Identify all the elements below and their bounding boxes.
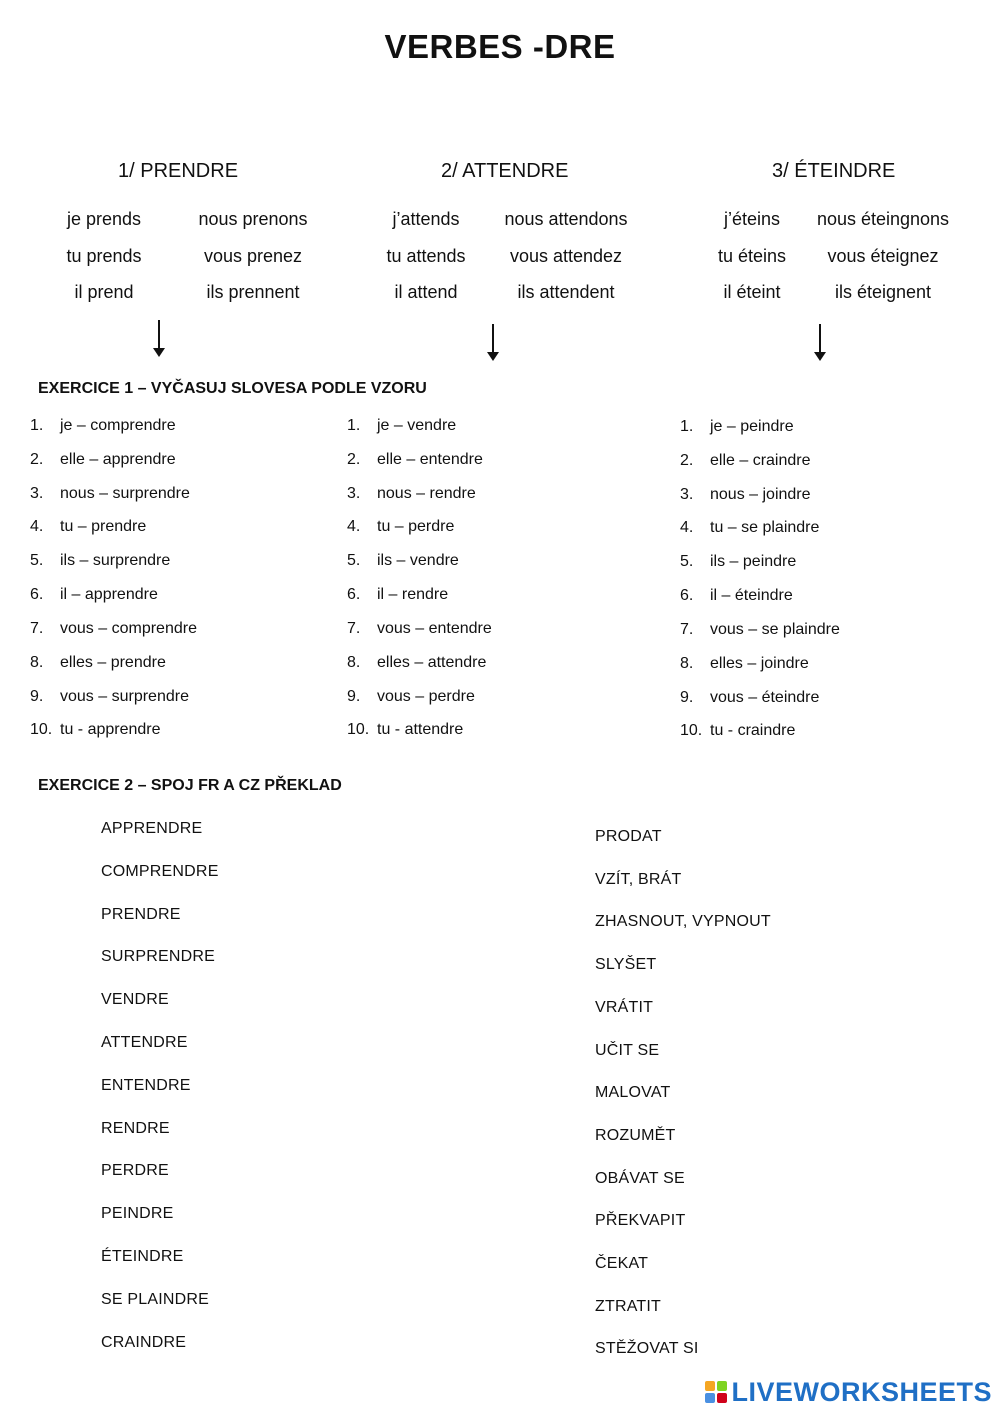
exercise1-item bbox=[30, 620, 197, 638]
logo-square bbox=[705, 1393, 715, 1403]
item-number: 10. bbox=[30, 721, 53, 738]
logo-square bbox=[717, 1393, 727, 1403]
item-number: 1. bbox=[347, 417, 361, 434]
item-number: 5. bbox=[680, 553, 694, 570]
item-text: elles – prendre bbox=[60, 654, 166, 671]
item-text: vous – entendre bbox=[377, 620, 492, 637]
item-text: ils – surprendre bbox=[60, 552, 171, 569]
item-text: elles – attendre bbox=[377, 654, 487, 671]
exercise1-item bbox=[347, 620, 492, 638]
conj-form: ils éteignent bbox=[834, 282, 932, 302]
exercise1-item bbox=[680, 519, 819, 537]
conj-form: vous prenez bbox=[203, 246, 303, 266]
item-number: 4. bbox=[30, 518, 44, 535]
czech-word: ČEKAT bbox=[595, 1255, 649, 1272]
french-word: PEINDRE bbox=[101, 1205, 174, 1223]
exercise1-item bbox=[680, 689, 819, 707]
item-number: 4. bbox=[347, 518, 361, 535]
czech-word: VZÍT, BRÁT bbox=[595, 870, 682, 888]
item-number: 4. bbox=[680, 519, 694, 536]
item-text: il – rendre bbox=[377, 586, 449, 603]
french-word: APPRENDRE bbox=[101, 820, 203, 837]
exercise1-item bbox=[347, 518, 454, 536]
item-number: 5. bbox=[30, 552, 44, 569]
czech-word: MALOVAT bbox=[595, 1084, 671, 1102]
conj-form: nous prenons bbox=[198, 209, 308, 229]
item-text: vous – se plaindre bbox=[710, 621, 840, 638]
logo-text: LIVEWORKSHEETS bbox=[731, 1376, 992, 1407]
exercise1-item bbox=[680, 452, 811, 470]
exercise1-item bbox=[30, 654, 166, 672]
item-text: elle – entendre bbox=[377, 451, 483, 468]
czech-word: PRODAT bbox=[595, 828, 662, 845]
czech-word: UČIT SE bbox=[595, 1041, 660, 1059]
exercise1-item bbox=[347, 586, 448, 604]
item-text: il – apprendre bbox=[60, 586, 158, 603]
exercise1-title: EXERCICE 1 – VYČASUJ SLOVESA PODLE VZORU bbox=[38, 380, 427, 397]
item-number: 8. bbox=[680, 655, 694, 672]
item-text: elle – apprendre bbox=[60, 451, 176, 468]
exercise1-item bbox=[30, 417, 176, 435]
french-word: RENDRE bbox=[101, 1119, 170, 1137]
item-text: tu – prendre bbox=[60, 518, 147, 535]
item-number: 2. bbox=[680, 452, 694, 469]
exercise1-item bbox=[347, 688, 475, 706]
item-text: vous – comprendre bbox=[60, 620, 197, 637]
item-number: 10. bbox=[347, 721, 370, 738]
item-text: ils – peindre bbox=[710, 553, 797, 570]
czech-word: ROZUMĚT bbox=[595, 1126, 676, 1144]
exercise1-item bbox=[30, 518, 146, 536]
exercise1-item bbox=[680, 655, 809, 673]
exercise1-item bbox=[30, 688, 189, 706]
czech-word: SLYŠET bbox=[595, 956, 657, 974]
item-number: 6. bbox=[30, 586, 44, 603]
page-title: VERBES -DRE bbox=[384, 28, 616, 65]
logo-square bbox=[705, 1381, 715, 1391]
logo-square bbox=[717, 1381, 727, 1391]
arrow-down-icon bbox=[153, 320, 165, 358]
item-text: tu – perdre bbox=[377, 518, 455, 535]
item-text: je – vendre bbox=[377, 417, 457, 434]
french-word: COMPRENDRE bbox=[101, 862, 219, 880]
french-word: PRENDRE bbox=[101, 905, 181, 923]
item-text: nous – rendre bbox=[377, 485, 476, 502]
exercise1-item bbox=[347, 451, 483, 469]
arrow-down-icon bbox=[814, 324, 826, 362]
item-text: tu - craindre bbox=[710, 722, 796, 739]
item-text: je – comprendre bbox=[60, 417, 176, 434]
item-number: 9. bbox=[30, 688, 44, 705]
exercise1-item bbox=[347, 417, 456, 435]
exercise1-item bbox=[680, 486, 811, 504]
item-text: je – peindre bbox=[710, 418, 794, 435]
exercise2-title: EXERCICE 2 – SPOJ FR A CZ PŘEKLAD bbox=[38, 777, 342, 794]
item-text: il – éteindre bbox=[710, 587, 793, 604]
conj-form: il prend bbox=[74, 282, 134, 302]
item-number: 8. bbox=[30, 654, 44, 671]
conj-form: j’éteins bbox=[723, 209, 781, 229]
item-number: 1. bbox=[30, 417, 44, 434]
czech-word: ZHASNOUT, VYPNOUT bbox=[595, 913, 771, 931]
exercise1-item bbox=[680, 418, 794, 436]
item-number: 3. bbox=[347, 485, 361, 502]
conj-form: tu prends bbox=[66, 246, 142, 266]
french-word: SE PLAINDRE bbox=[101, 1290, 210, 1308]
item-number: 2. bbox=[30, 451, 44, 468]
exercise1-item bbox=[30, 721, 161, 739]
item-number: 7. bbox=[680, 621, 694, 638]
verb-heading-attendre: 2/ ATTENDRE bbox=[441, 160, 569, 182]
arrow-down-icon bbox=[487, 324, 499, 362]
conj-form: tu attends bbox=[386, 246, 466, 266]
item-text: nous – surprendre bbox=[60, 485, 190, 502]
item-number: 3. bbox=[30, 485, 44, 502]
czech-word: STĚŽOVAT SI bbox=[595, 1340, 699, 1358]
item-text: tu – se plaindre bbox=[710, 519, 820, 536]
item-number: 7. bbox=[347, 620, 361, 637]
item-number: 2. bbox=[347, 451, 361, 468]
item-number: 9. bbox=[347, 688, 361, 705]
french-word: CRAINDRE bbox=[101, 1333, 187, 1351]
item-number: 10. bbox=[680, 722, 703, 739]
conj-form: j’attends bbox=[392, 209, 460, 229]
item-text: elle – craindre bbox=[710, 452, 811, 469]
item-number: 1. bbox=[680, 418, 694, 435]
exercise1-item bbox=[30, 586, 158, 604]
czech-word: PŘEKVAPIT bbox=[595, 1212, 686, 1230]
item-number: 6. bbox=[347, 586, 361, 603]
exercise1-item bbox=[680, 587, 793, 605]
conj-form: vous éteignez bbox=[827, 246, 939, 266]
french-word: VENDRE bbox=[101, 991, 169, 1009]
verb-heading-eteindre: 3/ ÉTEINDRE bbox=[772, 160, 896, 182]
conj-form: nous attendons bbox=[504, 209, 628, 229]
conj-form: ils prennent bbox=[206, 282, 300, 302]
conj-form: il attend bbox=[394, 282, 458, 302]
french-word: ATTENDRE bbox=[101, 1034, 188, 1051]
conj-form: nous éteingnons bbox=[816, 209, 950, 229]
item-number: 6. bbox=[680, 587, 694, 604]
item-number: 9. bbox=[680, 689, 694, 706]
liveworksheets-logo bbox=[705, 1376, 992, 1408]
conj-form: je prends bbox=[66, 209, 142, 229]
item-number: 7. bbox=[30, 620, 44, 637]
french-word: ÉTEINDRE bbox=[101, 1248, 184, 1265]
french-word: PERDRE bbox=[101, 1162, 169, 1180]
item-number: 8. bbox=[347, 654, 361, 671]
exercise1-item bbox=[347, 721, 463, 739]
item-text: elles – joindre bbox=[710, 655, 809, 672]
french-word: ENTENDRE bbox=[101, 1076, 191, 1094]
exercise1-item bbox=[347, 654, 486, 672]
item-text: vous – éteindre bbox=[710, 689, 820, 706]
logo-mark-icon bbox=[705, 1381, 727, 1403]
exercise1-item bbox=[680, 621, 840, 639]
conj-form: il éteint bbox=[723, 282, 781, 302]
item-text: tu - apprendre bbox=[60, 721, 161, 738]
czech-word: VRÁTIT bbox=[595, 998, 654, 1016]
item-text: vous – surprendre bbox=[60, 688, 189, 705]
exercise1-item bbox=[680, 722, 795, 740]
item-text: vous – perdre bbox=[377, 688, 475, 705]
item-number: 5. bbox=[347, 552, 361, 569]
french-word: SURPRENDRE bbox=[101, 948, 216, 966]
exercise1-item bbox=[347, 552, 459, 570]
exercise1-item bbox=[30, 485, 190, 503]
conj-form: ils attendent bbox=[517, 282, 615, 302]
czech-word: ZTRATIT bbox=[595, 1297, 661, 1315]
conj-form: tu éteins bbox=[717, 246, 787, 266]
czech-word: OBÁVAT SE bbox=[595, 1169, 685, 1187]
exercise1-item bbox=[680, 553, 796, 571]
exercise1-item bbox=[347, 485, 476, 503]
conj-form: vous attendez bbox=[509, 246, 623, 266]
exercise1-item bbox=[30, 552, 170, 570]
exercise1-item bbox=[30, 451, 176, 469]
item-number: 3. bbox=[680, 486, 694, 503]
verb-heading-prendre: 1/ PRENDRE bbox=[118, 160, 239, 182]
item-text: nous – joindre bbox=[710, 486, 811, 503]
item-text: ils – vendre bbox=[377, 552, 459, 569]
item-text: tu - attendre bbox=[377, 721, 464, 738]
